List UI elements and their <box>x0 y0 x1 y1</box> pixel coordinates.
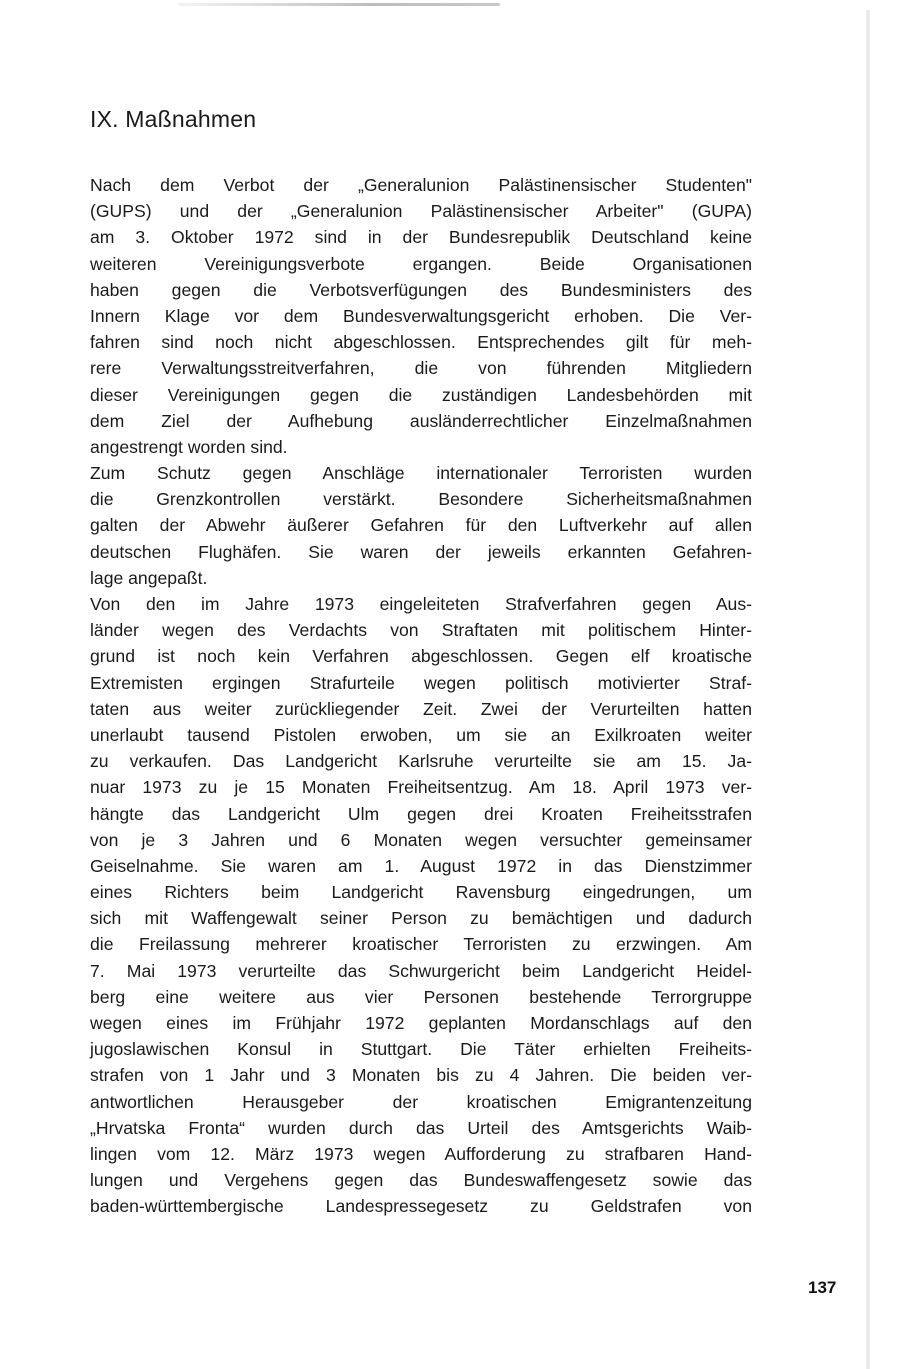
text-line: Geiselnahme. Sie waren am 1. August 1972 in das Dienstzimmer <box>90 855 752 876</box>
text-line: taten aus weiter zurückliegender Zeit. Zwei der Verurteilten hatten <box>90 698 752 719</box>
page-top-edge-shadow <box>178 3 500 6</box>
text-line: lingen vom 12. März 1973 wegen Aufforderung zu strafbaren Hand- <box>90 1143 752 1164</box>
text-line: sich mit Waffengewalt seiner Person zu bemächtigen und dadurch <box>90 908 752 929</box>
text-line: Nach dem Verbot der „Generalunion Palästinensischer Studenten" <box>90 175 752 195</box>
text-line: am 3. Oktober 1972 sind in der Bundesrepublik Deutschland keine <box>90 227 752 248</box>
text-line: weiteren Vereinigungsverbote ergangen. Beide Organisationen <box>90 253 752 274</box>
text-line: haben gegen die Verbotsverfügungen des Bundesministers des <box>90 279 752 300</box>
text-line: lungen und Vergehens gegen das Bundeswaffengesetz sowie das <box>90 1170 752 1191</box>
paragraph-3 <box>90 591 752 1220</box>
text-line: angestrengt worden sind. <box>90 436 288 457</box>
text-line: fahren sind noch nicht abgeschlossen. Entsprechendes gilt für meh- <box>90 332 752 353</box>
text-line: länder wegen des Verdachts von Straftaten mit politischem Hinter- <box>90 620 752 641</box>
text-line: berg eine weitere aus vier Personen bestehende Terrorgruppe <box>90 986 752 1007</box>
text-line: baden-württembergische Landespressegesetz zu Geldstrafen von <box>90 1196 752 1217</box>
text-line: 7. Mai 1973 verurteilte das Schwurgericht beim Landgericht Heidel- <box>90 960 752 981</box>
text-line: zu verkaufen. Das Landgericht Karlsruhe verurteilte sie am 15. Ja- <box>90 751 752 772</box>
text-line: unerlaubt tausend Pistolen erwoben, um sie an Exilkroaten weiter <box>90 724 752 745</box>
text-line: nuar 1973 zu je 15 Monaten Freiheitsentzug. Am 18. April 1973 ver- <box>90 777 752 798</box>
paragraph-1 <box>90 172 752 460</box>
text-line: von je 3 Jahren und 6 Monaten wegen versuchter gemeinsamer <box>90 829 752 850</box>
text-line: strafen von 1 Jahr und 3 Monaten bis zu 4 Jahren. Die beiden ver- <box>90 1065 752 1086</box>
page-right-edge-shadow <box>866 10 870 1369</box>
text-line: wegen eines im Frühjahr 1972 geplanten Mordanschlags auf den <box>90 1013 752 1033</box>
text-line: Von den im Jahre 1973 eingeleiteten Strafverfahren gegen Aus- <box>90 594 752 614</box>
page-number: 137 <box>808 1278 837 1297</box>
text-line: die Freilassung mehrerer kroatischer Terroristen zu erzwingen. Am <box>90 934 752 955</box>
text-line: jugoslawischen Konsul in Stuttgart. Die Täter erhielten Freiheits- <box>90 1039 752 1060</box>
text-line: deutschen Flughäfen. Sie waren der jeweils erkannten Gefahren- <box>90 541 752 562</box>
text-line: dem Ziel der Aufhebung ausländerrechtlicher Einzelmaßnahmen <box>90 410 752 431</box>
section-heading: IX. Maßnahmen <box>90 106 257 132</box>
text-line: dieser Vereinigungen gegen die zuständigen Landesbehörden mit <box>90 384 752 405</box>
text-line: hängte das Landgericht Ulm gegen drei Kroaten Freiheitsstrafen <box>90 803 752 824</box>
text-line: eines Richters beim Landgericht Ravensburg eingedrungen, um <box>90 882 752 903</box>
text-line: antwortlichen Herausgeber der kroatischen Emigrantenzeitung <box>90 1091 752 1112</box>
text-line: (GUPS) und der „Generalunion Palästinensischer Arbeiter" (GUPA) <box>90 201 752 222</box>
text-line: grund ist noch kein Verfahren abgeschlossen. Gegen elf kroatische <box>90 646 752 667</box>
text-line: Extremisten ergingen Strafurteile wegen politisch motivierter Straf- <box>90 672 752 693</box>
text-line: rere Verwaltungsstreitverfahren, die von führenden Mitgliedern <box>90 358 752 379</box>
paragraph-2 <box>90 460 752 591</box>
body-text <box>90 172 752 1220</box>
text-line: Innern Klage vor dem Bundesverwaltungsgericht erhoben. Die Ver- <box>90 305 752 326</box>
text-line: galten der Abwehr äußerer Gefahren für den Luftverkehr auf allen <box>90 515 752 536</box>
text-line: lage angepaßt. <box>90 567 208 588</box>
text-line: „Hrvatska Fronta“ wurden durch das Urteil des Amtsgerichts Waib- <box>90 1117 752 1138</box>
text-line: die Grenzkontrollen verstärkt. Besondere Sicherheitsmaßnahmen <box>90 489 752 510</box>
text-line: Zum Schutz gegen Anschläge internationaler Terroristen wurden <box>90 463 752 484</box>
